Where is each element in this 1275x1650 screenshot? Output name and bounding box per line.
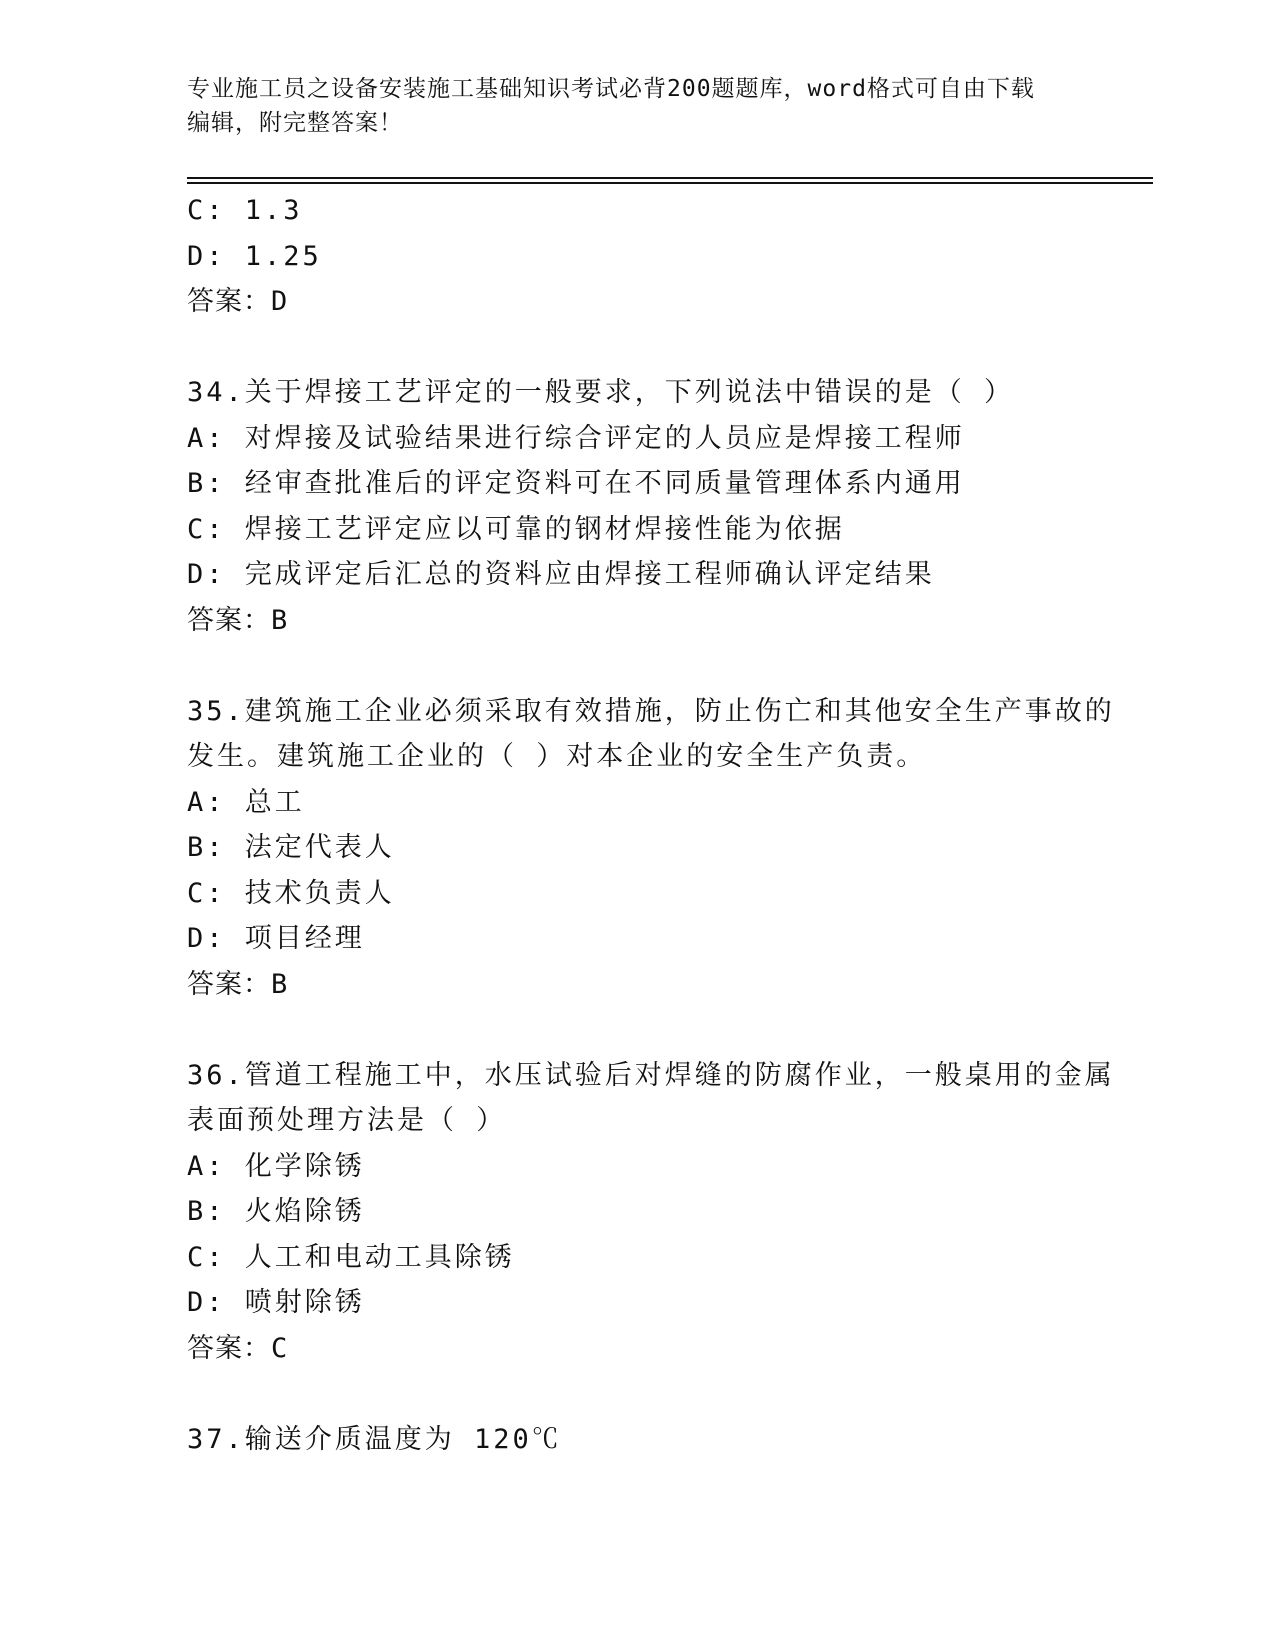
answer-line: 答案：C	[187, 1332, 289, 1364]
carryover-question	[187, 188, 1087, 325]
option-d: D: 1.25	[187, 240, 322, 272]
spacer	[187, 643, 1087, 689]
option-c: C: 1.3	[187, 195, 303, 226]
question-list	[187, 188, 1115, 1462]
question-stem-continued: 表面预处理方法是（ ）	[187, 1105, 507, 1136]
option-d: D: 喷射除锈	[187, 1287, 365, 1318]
header-title-line-2: 编辑，附完整答案！	[187, 110, 403, 136]
header-divider-top	[187, 177, 1153, 179]
question-35	[187, 689, 1115, 1008]
option-b: B: 经审查批准后的评定资料可在不同质量管理体系内通用	[187, 468, 965, 499]
header-title-line-1: 专业施工员之设备安装施工基础知识考试必背200题题库，word格式可自由下载	[187, 76, 1035, 102]
question-stem: 35.建筑施工企业必须采取有效措施，防止伤亡和其他安全生产事故的	[187, 695, 1115, 727]
option-d: D: 完成评定后汇总的资料应由焊接工程师确认评定结果	[187, 559, 935, 590]
question-stem: 34.关于焊接工艺评定的一般要求，下列说法中错误的是（ ）	[187, 377, 1015, 408]
option-c: C: 技术负责人	[187, 877, 395, 909]
option-d: D: 项目经理	[187, 923, 365, 954]
answer-line: 答案：B	[187, 604, 289, 636]
question-34	[187, 370, 1087, 643]
answer-line: 答案：B	[187, 968, 289, 1000]
option-c: C: 焊接工艺评定应以可靠的钢材焊接性能为依据	[187, 513, 845, 545]
spacer	[187, 1371, 1087, 1417]
question-stem: 36.管道工程施工中，水压试验后对焊缝的防腐作业，一般桌用的金属	[187, 1059, 1115, 1091]
option-a: A: 化学除锈	[187, 1150, 365, 1182]
spacer	[187, 1007, 1087, 1053]
option-a: A: 对焊接及试验结果进行综合评定的人员应是焊接工程师	[187, 422, 965, 454]
question-37	[187, 1417, 1087, 1463]
option-c: C: 人工和电动工具除锈	[187, 1241, 515, 1273]
option-a: A: 总工	[187, 786, 305, 818]
answer-line: 答案：D	[187, 286, 289, 317]
header-divider-bottom	[187, 182, 1153, 184]
question-stem-continued: 发生。建筑施工企业的（ ）对本企业的安全生产负责。	[187, 741, 927, 772]
spacer	[187, 325, 1087, 371]
document-header	[187, 72, 1087, 140]
question-36	[187, 1053, 1115, 1372]
option-b: B: 火焰除锈	[187, 1196, 365, 1227]
question-stem: 37.输送介质温度为 120℃	[187, 1423, 562, 1455]
option-b: B: 法定代表人	[187, 832, 395, 863]
